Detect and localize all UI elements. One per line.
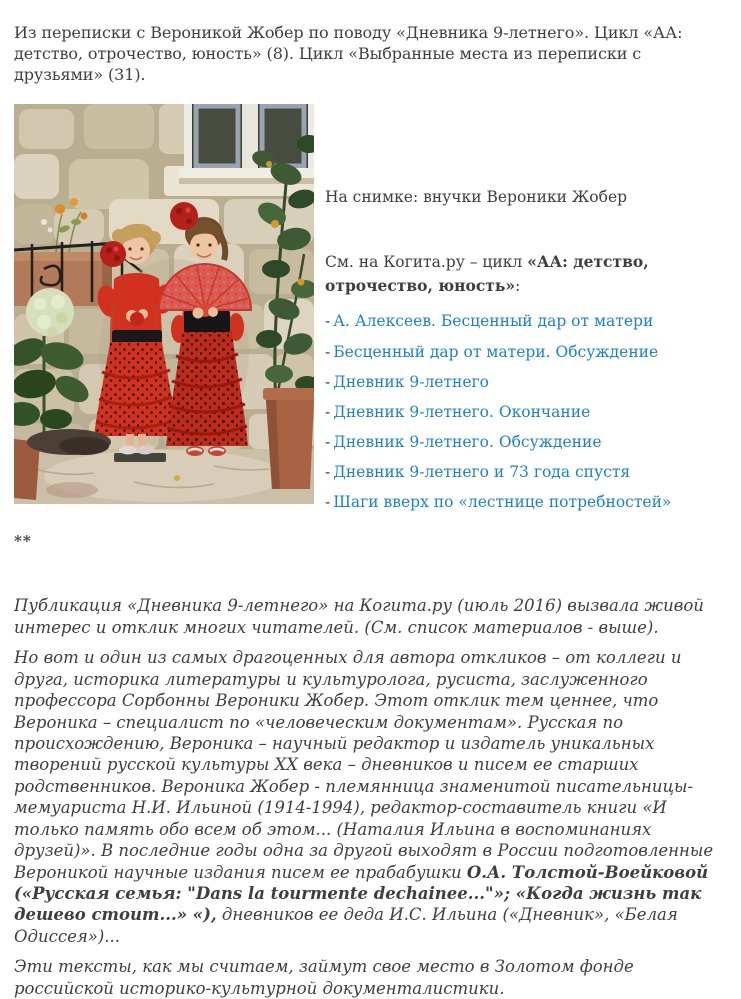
link-shagi-vverh[interactable]: Шаги вверх по «лестнице потребностей» xyxy=(333,493,672,512)
list-dash: - xyxy=(325,372,331,391)
see-also-prefix: См. на Когита.ру – цикл xyxy=(325,253,528,272)
list-item xyxy=(325,462,725,482)
see-also-cycle-title: «АА: детство, отрочество, юность» xyxy=(325,252,649,296)
list-dash: - xyxy=(325,432,331,451)
link-dnevnik-9-letnego[interactable]: Дневник 9-летнего xyxy=(333,372,490,391)
link-dnevnik-obsuzhdenie[interactable]: Дневник 9-летнего. Обсуждение xyxy=(333,432,602,451)
photo-caption: На снимке: внучки Вероники Жобер xyxy=(325,188,628,207)
paragraph-about-jaubert: Но вот и один из самых драгоценных для автора откликов – от коллеги и друга, историка литературы и культуролога, русиста, заслуженного профессора Сорбонны Вероники Жобер. Этот отклик тем ценнее, что Вероника – специалист по «человеческим документам». Русская по происхождению, Вероника – научный редактор и издатель уникальных творений русской культуры XX века – дневников и писем ее старших родственников. Вероника Жобер - племянница знаменитой писательницы-мемуариста Н.И. Ильиной (1914-1994), редактор-составитель книги «И только память обо всем об этом... (Наталия Ильина в воспоминаниях друзей)». В последние годы одна за другой выходят в России подготовленные Вероникой научные издания писем ее прабабушки О.А. Толстой-Воейковой («Русская семья: "Dans la tourmente dechainee..."»; «Когда жизнь так дешево стоит...» «), дневников ее деда И.С. Ильина («Дневник», «Белая Одиссея»)... xyxy=(14,648,714,946)
link-dnevnik-okonchanie[interactable]: Дневник 9-летнего. Окончание xyxy=(333,402,591,421)
paragraph-publication: Публикация «Дневника 9-летнего» на Когита.ру (июль 2016) вызвала живой интерес и отклик многих читателей. (См. список материалов - выше). xyxy=(14,596,704,637)
list-item xyxy=(325,402,725,422)
list-item xyxy=(325,342,725,362)
list-item xyxy=(325,432,725,452)
see-also-suffix: : xyxy=(515,277,521,296)
list-item xyxy=(325,372,725,392)
paragraph-conclusion: Эти тексты, как мы считаем, займут свое место в Золотом фонде российской историко-культурной документалистики. xyxy=(14,957,634,998)
list-item xyxy=(325,311,725,331)
intro-paragraph: Из переписки с Вероникой Жобер по поводу «Дневника 9-летнего». Цикл «АА: детство, отрочество, юность» (8). Цикл «Выбранные места из переписки с друзьями» (31). xyxy=(14,23,683,85)
see-also-line xyxy=(325,250,725,298)
link-bescenny-dar-obsuzhdenie[interactable]: Бесценный дар от матери. Обсуждение xyxy=(333,342,659,361)
list-item xyxy=(325,492,725,512)
related-links-list xyxy=(325,311,725,512)
figure-row xyxy=(14,104,728,522)
figure-side-text xyxy=(325,104,725,522)
link-alekseev-bescenny-dar[interactable]: А. Алексеев. Бесценный дар от матери xyxy=(333,312,654,331)
list-dash: - xyxy=(325,312,331,331)
link-dnevnik-73-goda-spustya[interactable]: Дневник 9-летнего и 73 года спустя xyxy=(333,463,631,482)
list-dash: - xyxy=(325,493,331,512)
list-dash: - xyxy=(325,402,331,421)
list-dash: - xyxy=(325,342,331,361)
photo-granddaughters xyxy=(14,104,314,504)
asterisk-separator: ** xyxy=(14,532,32,551)
list-dash: - xyxy=(325,463,331,482)
